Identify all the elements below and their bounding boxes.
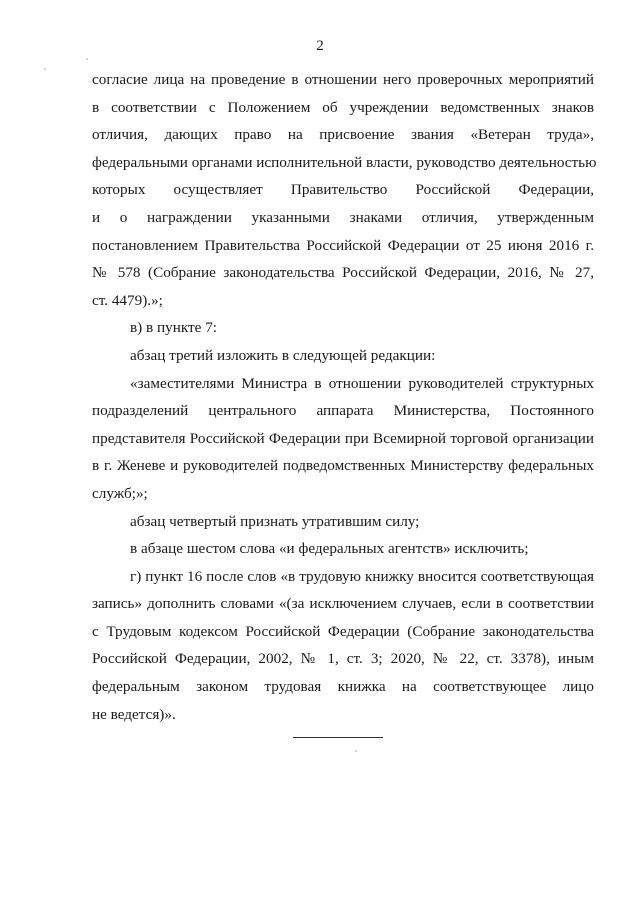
text-line: г) пункт 16 после слов «в трудовую книжку вносится соответствующая xyxy=(130,567,594,585)
text-line: ст. 4479).»; xyxy=(92,291,163,309)
paragraph-abzac-sixth xyxy=(92,535,594,563)
paragraph-deputies xyxy=(92,370,594,508)
scan-speck xyxy=(86,58,88,60)
text-line: Российской Федерации, 2002, № 1, ст. 3; 2020, № 22, ст. 3378), иным xyxy=(92,650,594,668)
paragraph-abzac-third xyxy=(92,342,594,370)
paragraph-item-g xyxy=(92,563,594,729)
text-line: не ведется)». xyxy=(92,705,176,723)
text-line: служб;»; xyxy=(92,484,148,502)
text-line: в) в пункте 7: xyxy=(130,319,218,337)
text-line: в г. Женеве и руководителей подведомственных Министерству федеральных xyxy=(92,457,594,475)
scan-speck xyxy=(44,68,46,70)
text-line: федеральным законом трудовая книжка на соответствующее лицо xyxy=(92,678,594,696)
text-line: подразделений центрального аппарата Министерства, Постоянного xyxy=(92,402,594,420)
text-line: представителя Российской Федерации при Всемирной торговой организации xyxy=(92,429,594,447)
text-line: абзац третий изложить в следующей редакции: xyxy=(130,346,436,364)
paragraph-item-v xyxy=(92,314,594,342)
text-line: с Трудовым кодексом Российской Федерации (Собрание законодательства xyxy=(92,622,594,640)
text-line: которых осуществляет Правительство Российской Федерации, xyxy=(92,181,594,199)
text-line: согласие лица на проведение в отношении него проверочных мероприятий xyxy=(92,71,594,88)
text-line: в абзаце шестом слова «и федеральных агентств» исключить; xyxy=(130,540,529,558)
end-rule xyxy=(293,737,383,738)
document-body xyxy=(92,66,597,728)
text-line: № 578 (Собрание законодательства Российской Федерации, 2016, № 27, xyxy=(92,264,594,282)
paragraph-abzac-fourth xyxy=(92,508,594,536)
paragraph-consent xyxy=(92,66,597,314)
text-line: в соответствии с Положением об учреждении ведомственных знаков xyxy=(92,98,594,116)
scan-speck xyxy=(355,750,357,752)
text-line: и о награждении указанными знаками отличия, утвержденным xyxy=(92,208,594,226)
text-line: абзац четвертый признать утратившим силу; xyxy=(130,512,420,530)
text-line: федеральными органами исполнительной власти, руководство деятельностью xyxy=(92,153,597,171)
text-line: отличия, дающих право на присвоение звания «Ветеран труда», xyxy=(92,126,594,144)
text-line: запись» дополнить словами «(за исключением случаев, если в соответствии xyxy=(92,595,594,613)
page-number: 2 xyxy=(316,38,324,54)
text-line: постановлением Правительства Российской Федерации от 25 июня 2016 г. xyxy=(92,236,594,254)
text-line: «заместителями Министра в отношении руководителей структурных xyxy=(130,374,594,392)
